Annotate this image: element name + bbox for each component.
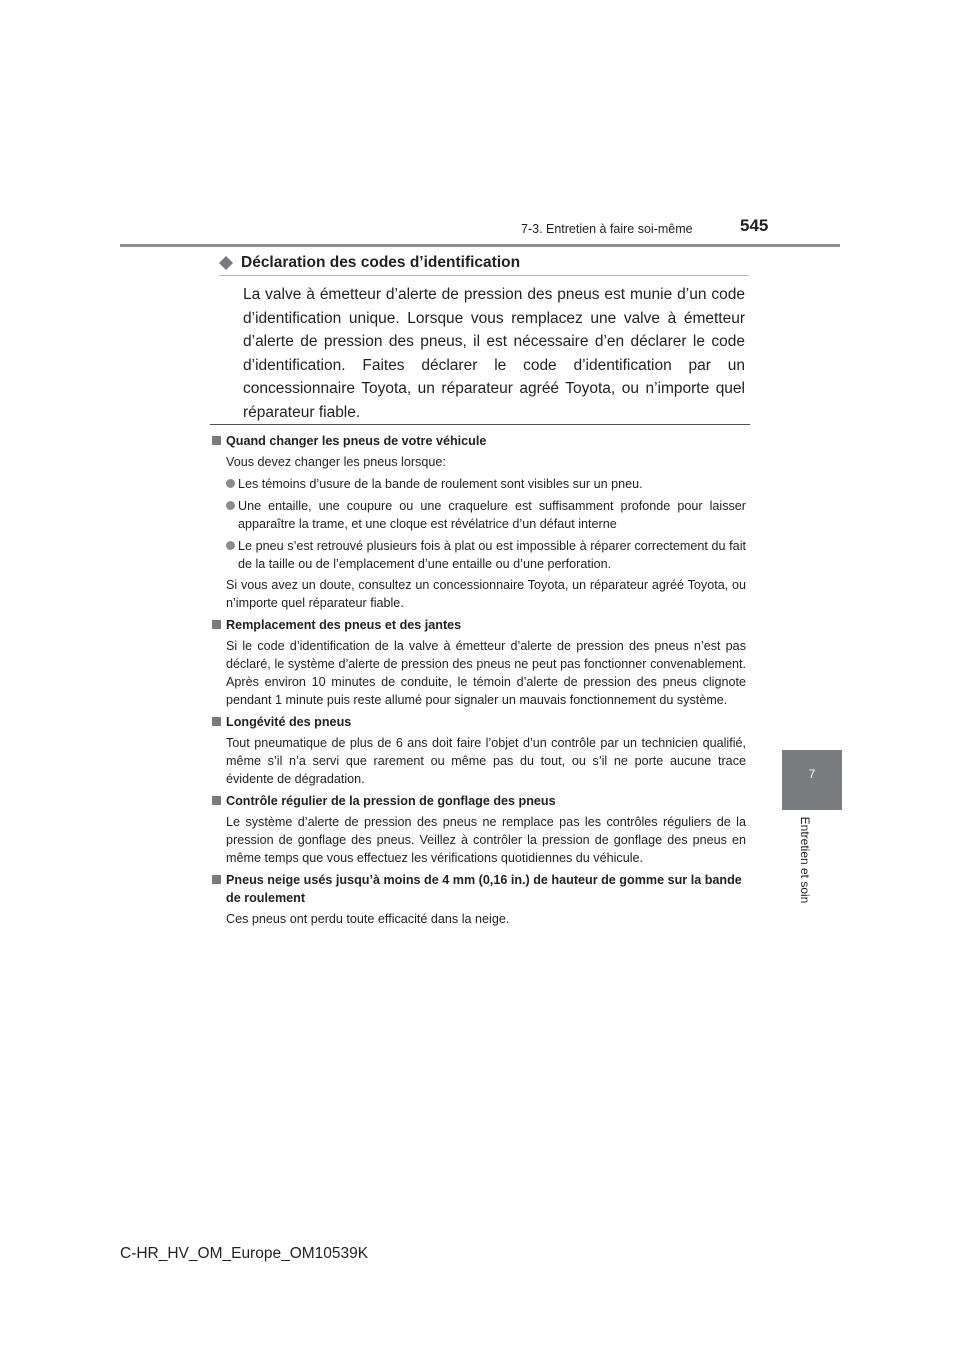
chapter-tab-number: 7 bbox=[808, 767, 816, 781]
running-header-section: 7-3. Entretien à faire soi-même bbox=[521, 222, 693, 236]
list-item-text: Les témoins d’usure de la bande de roulement sont visibles sur un pneu. bbox=[238, 477, 643, 491]
list-item bbox=[211, 537, 746, 573]
square-bullet-icon bbox=[212, 620, 221, 629]
note-text: Tout pneumatique de plus de 6 ans doit faire l’objet d’un contrôle par un technicien qualifié, même s’il n’a servi que rarement ou même pas du tout, ou s’il ne porte aucune trace évidente de dégradation. bbox=[226, 736, 746, 786]
note-title-text: Pneus neige usés jusqu’à moins de 4 mm (0,16 in.) de hauteur de gomme sur la bande de roulement bbox=[226, 873, 742, 905]
square-bullet-icon bbox=[212, 436, 221, 445]
header-rule bbox=[120, 244, 840, 247]
chapter-tab-label: Entretien et soin bbox=[798, 816, 812, 904]
note-item bbox=[211, 792, 746, 867]
note-title-text: Remplacement des pneus et des jantes bbox=[226, 618, 462, 632]
square-bullet-icon bbox=[212, 796, 221, 805]
note-intro: Vous devez changer les pneus lorsque: bbox=[226, 455, 446, 469]
note-title-text: Longévité des pneus bbox=[226, 715, 352, 729]
square-bullet-icon bbox=[212, 875, 221, 884]
section-heading bbox=[219, 253, 749, 276]
note-title-text: Quand changer les pneus de votre véhicule bbox=[226, 434, 487, 448]
square-bullet-icon bbox=[212, 717, 221, 726]
list-item bbox=[211, 475, 746, 493]
chapter-tab bbox=[782, 750, 842, 810]
note-item bbox=[211, 432, 746, 612]
section-body: La valve à émetteur d’alerte de pression des pneus est munie d’un code d’identification unique. Lorsque vous remplacez une valve à émetteur d’alerte de pression des pneus, il est nécessaire d’en déclarer le code d’identification. Faites déclarer le code d’identification par un concessionnaire Toyota, un réparateur agréé Toyota, ou n’importe quel réparateur fiable. bbox=[243, 286, 745, 421]
notes-list bbox=[211, 432, 746, 932]
note-text: Le système d’alerte de pression des pneus ne remplace pas les contrôles réguliers de la pression de gonflage des pneus. Veillez à contrôler la pression de gonflage des pneus en même temps que vous effectuez les vérifications quotidiennes du véhicule. bbox=[226, 815, 746, 865]
note-title bbox=[211, 432, 746, 450]
note-title bbox=[211, 871, 746, 907]
list-item-text: Une entaille, une coupure ou une craquelure est suffisamment profonde pour laisser apparaître la trame, et une cloque est révélatrice d’un défaut interne bbox=[238, 499, 746, 531]
section-title: Déclaration des codes d’identification bbox=[241, 254, 521, 271]
note-item bbox=[211, 616, 746, 709]
note-text: Ces pneus ont perdu toute efficacité dans la neige. bbox=[226, 912, 510, 926]
note-title bbox=[211, 713, 746, 731]
diamond-icon bbox=[219, 256, 233, 270]
note-item bbox=[211, 871, 746, 928]
circle-bullet-icon bbox=[226, 479, 235, 488]
note-title-text: Contrôle régulier de la pression de gonflage des pneus bbox=[226, 794, 556, 808]
note-title bbox=[211, 616, 746, 634]
document-id: C-HR_HV_OM_Europe_OM10539K bbox=[120, 1245, 369, 1262]
list-item bbox=[211, 497, 746, 533]
list-item-text: Le pneu s’est retrouvé plusieurs fois à plat ou est impossible à réparer correctement du fait de la taille ou de l’emplacement d’une entaille ou d’une perforation. bbox=[238, 539, 746, 571]
note-title bbox=[211, 792, 746, 810]
note-text: Si le code d’identification de la valve à émetteur d’alerte de pression des pneus n’est pas déclaré, le système d’alerte de pression des pneus ne peut pas fonctionner convenablement. Après environ 10 minutes de conduite, le témoin d’alerte de pression des pneus clignote pendant 1 minute puis reste allumé pour signaler un mauvais fonctionnement du système. bbox=[226, 639, 746, 707]
note-outro: Si vous avez un doute, consultez un concessionnaire Toyota, un réparateur agréé Toyota, ou n’importe quel réparateur fiable. bbox=[226, 578, 746, 610]
circle-bullet-icon bbox=[226, 541, 235, 550]
note-item bbox=[211, 713, 746, 788]
section-separator bbox=[210, 424, 750, 425]
circle-bullet-icon bbox=[226, 501, 235, 510]
page-number: 545 bbox=[740, 216, 769, 235]
